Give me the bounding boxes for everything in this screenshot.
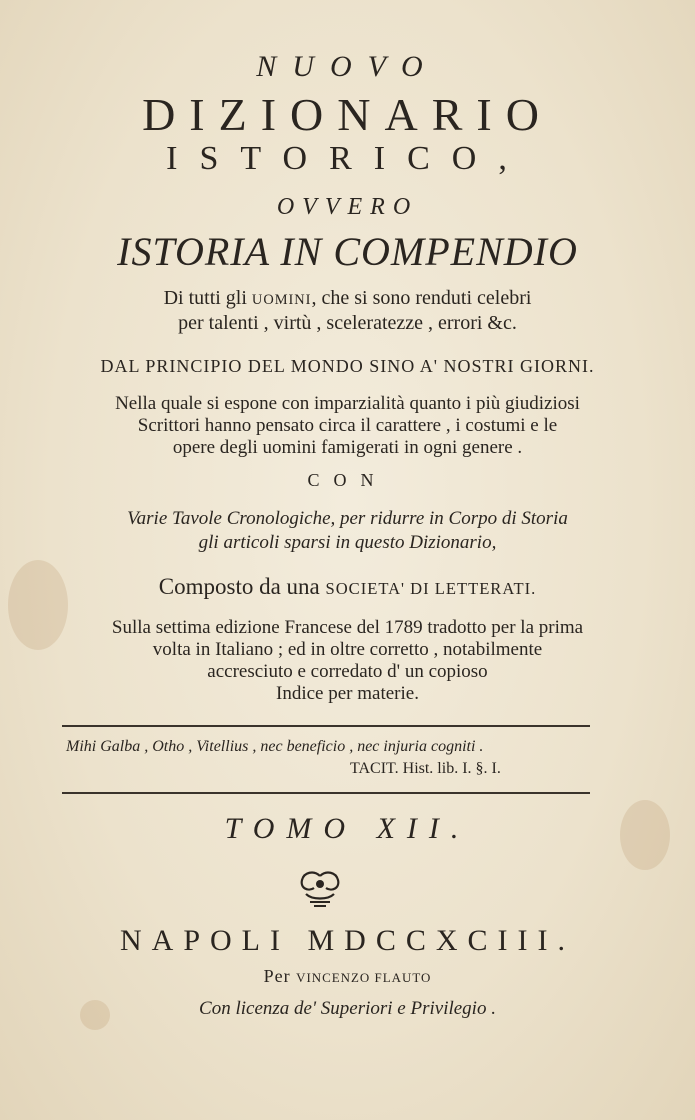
composto-text: Composto da una bbox=[158, 574, 320, 599]
title-istoria-in-compendio: ISTORIA IN COMPENDIO bbox=[117, 229, 578, 274]
subtitle-line-2: per talenti , virtù , sceleratezze , errori &c. bbox=[178, 312, 517, 334]
epigraph-source: TACIT. Hist. lib. I. §. I. bbox=[350, 760, 501, 777]
subtitle-smallcaps: UOMINI bbox=[251, 292, 312, 308]
divider-rule bbox=[62, 792, 590, 794]
description-line-3: opere degli uomini famigerati in ogni genere . bbox=[172, 437, 523, 458]
con-line: CON bbox=[307, 470, 388, 490]
description-line-1: Nella quale si espone con imparzialità quanto i più giudiziosi bbox=[115, 393, 580, 414]
subtitle-text: , che si sono renduti celebri bbox=[311, 287, 532, 309]
edition-line-1: Sulla settima edizione Francese del 1789 tradotto per la prima bbox=[111, 617, 584, 638]
edition-line-4: Indice per materie. bbox=[276, 683, 419, 704]
title-ovvero: OVVERO bbox=[276, 194, 419, 220]
description-line-2: Scrittori hanno pensato circa il carattere , i costumi e le bbox=[137, 415, 558, 436]
printer-name: VINCENZO FLAUTO bbox=[296, 970, 432, 985]
epigraph: Mihi Galba , Otho , Vitellius , nec beneficio , nec injuria cogniti . bbox=[66, 738, 484, 755]
printer-text: Per bbox=[263, 966, 291, 986]
title-dizionario: DIZIONARIO bbox=[142, 89, 553, 140]
edition-line-2: volta in Italiano ; ed in oltre corretto , notabilmente bbox=[152, 639, 543, 660]
subtitle-line-1 bbox=[0, 287, 695, 310]
volume-number: TOMO XII. bbox=[224, 812, 471, 845]
title-istorico: ISTORICO, bbox=[166, 140, 529, 177]
license-line: Con licenza de' Superiori e Privilegio . bbox=[199, 998, 496, 1019]
edition-line-3: accresciuto e corredato d' un copioso bbox=[207, 661, 488, 682]
dal-principio-line: DAL PRINCIPIO DEL MONDO SINO A' NOSTRI GIORNI. bbox=[100, 356, 595, 376]
subtitle-text: Di tutti gli bbox=[163, 287, 247, 309]
printer-line bbox=[0, 966, 695, 987]
imprint-place-date: NAPOLI MDCCXCIII. bbox=[120, 924, 575, 957]
divider-rule bbox=[62, 725, 590, 727]
varie-line-1: Varie Tavole Cronologiche, per ridurre in Corpo di Storia bbox=[127, 508, 568, 529]
title-nuovo: NUOVO bbox=[256, 50, 439, 83]
composto-smallcaps: SOCIETA' DI LETTERATI. bbox=[325, 579, 537, 598]
printer-ornament-icon bbox=[296, 868, 344, 910]
varie-line-2: gli articoli sparsi in questo Dizionario, bbox=[198, 532, 497, 553]
composto-line bbox=[0, 574, 695, 600]
